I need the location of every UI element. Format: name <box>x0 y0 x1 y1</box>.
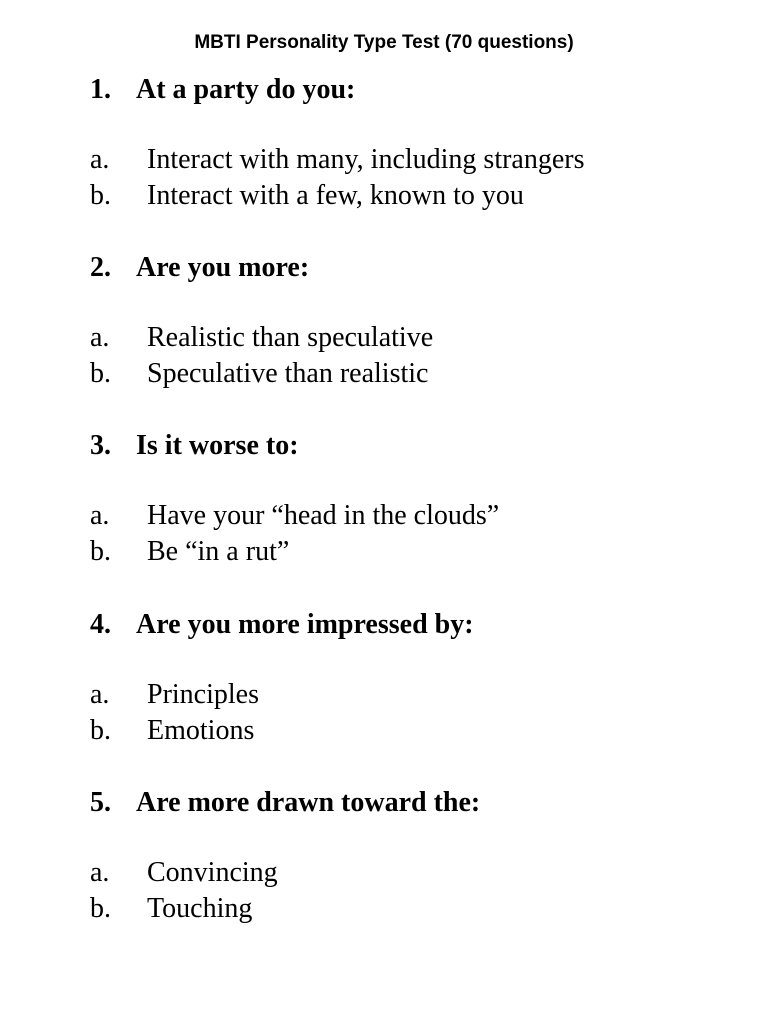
option-text: Interact with a few, known to you <box>147 180 524 211</box>
option-text: Interact with many, including strangers <box>147 144 585 175</box>
option-letter: a. <box>90 322 110 353</box>
question-number: 1. <box>90 74 111 105</box>
option-text: Speculative than realistic <box>147 358 429 389</box>
option-text: Realistic than speculative <box>147 322 434 353</box>
option-b <box>0 534 768 570</box>
document-title: MBTI Personality Type Test (70 questions) <box>194 32 574 53</box>
option-letter: b. <box>90 893 111 924</box>
question-number: 5. <box>90 787 111 818</box>
option-text: Principles <box>147 679 259 710</box>
question-heading <box>0 428 768 464</box>
question-number: 4. <box>90 609 111 640</box>
option-text: Have your “head in the clouds” <box>147 500 500 531</box>
option-b <box>0 713 768 749</box>
question-number: 2. <box>90 252 111 283</box>
question-number: 3. <box>90 430 111 461</box>
option-a <box>0 677 768 713</box>
option-letter: b. <box>90 358 111 389</box>
question-heading <box>0 785 768 821</box>
option-text: Convincing <box>147 857 278 888</box>
option-b <box>0 178 768 214</box>
option-text: Emotions <box>147 715 255 746</box>
option-b <box>0 356 768 392</box>
option-a <box>0 320 768 356</box>
option-letter: b. <box>90 180 111 211</box>
option-b <box>0 891 768 927</box>
option-text: Touching <box>147 893 253 924</box>
option-text: Be “in a rut” <box>147 536 290 567</box>
question-heading <box>0 72 768 108</box>
option-letter: a. <box>90 857 110 888</box>
question-text: Is it worse to: <box>136 430 299 461</box>
option-letter: a. <box>90 679 110 710</box>
option-letter: b. <box>90 715 111 746</box>
option-a <box>0 855 768 891</box>
option-a <box>0 142 768 178</box>
question-text: Are you more impressed by: <box>136 609 474 640</box>
option-letter: a. <box>90 144 110 175</box>
question-text: Are more drawn toward the: <box>136 787 481 818</box>
option-letter: a. <box>90 500 110 531</box>
option-letter: b. <box>90 536 111 567</box>
option-a <box>0 498 768 534</box>
question-heading <box>0 607 768 643</box>
question-heading <box>0 250 768 286</box>
question-text: Are you more: <box>136 252 310 283</box>
question-text: At a party do you: <box>136 74 356 105</box>
